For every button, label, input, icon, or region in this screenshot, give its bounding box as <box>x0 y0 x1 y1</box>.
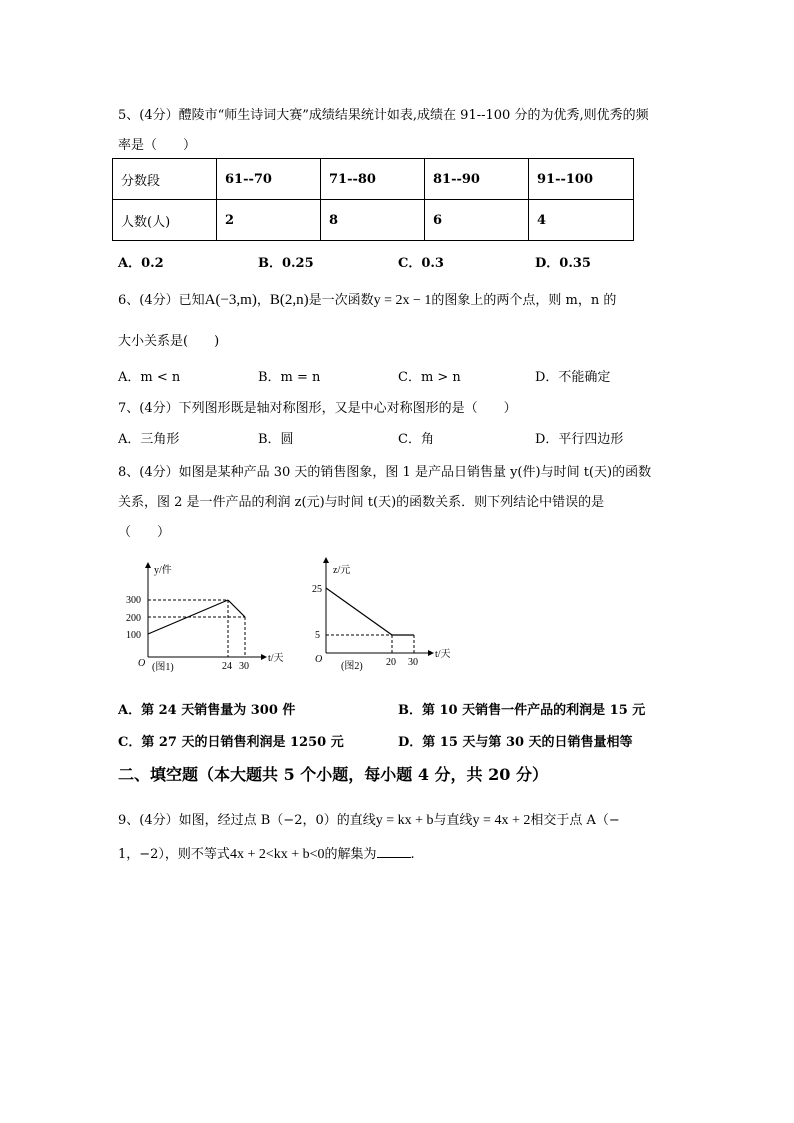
table-row <box>113 200 634 241</box>
fig1-ytick-300: 300 <box>126 595 141 606</box>
q9-part2: 与直线 <box>433 813 473 828</box>
section-heading: 二、填空题（本大题共 5 个小题，每小题 4 分，共 20 分） <box>118 765 548 784</box>
q9-equation-1: y = kx + b <box>375 813 434 828</box>
q6-stem-line2: 大小关系是( ) <box>118 334 220 349</box>
q8-stem-line1: 8、(4分）如图是某种产品 30 天的销售图象，图 1 是产品日销售量 y(件)与时间 t(天)的函数 <box>118 465 652 480</box>
q8-stem-line2: 关系，图 2 是一件产品的利润 z(元)与时间 t(天)的函数关系．则下列结论中错误的是 <box>118 495 605 510</box>
fig1-ylabel: y/件 <box>154 565 172 576</box>
q5-stem-line2: 率是（ ） <box>118 138 197 153</box>
q6-sep: ， <box>256 293 270 308</box>
q7-stem: 7、(4分）下列图形既是轴对称图形，又是中心对称图形的是（ ） <box>118 401 517 416</box>
fig2-ytick-25: 25 <box>312 584 322 595</box>
q5-stem-line1: 5、(4分）醴陵市“师生诗词大赛”成绩结果统计如表,成绩在 91--100 分的为优秀,则优秀的频 <box>118 108 649 123</box>
fig1-origin: O <box>138 658 146 669</box>
q7-option-b[interactable]: B．圆 <box>258 432 294 447</box>
table-cell: 4 <box>529 200 634 241</box>
q9-part1: 9、(4分）如图，经过点 B（−2，0）的直线 <box>118 813 376 828</box>
answer-blank[interactable] <box>377 857 411 858</box>
profit-line-fall <box>326 588 392 635</box>
q6-option-d[interactable]: D．不能确定 <box>535 370 611 385</box>
q6-option-c[interactable]: C．m > n <box>398 370 461 385</box>
fig2-caption: (图2) <box>341 661 363 672</box>
q5-option-b[interactable]: B．0.25 <box>258 256 314 271</box>
q8-option-b[interactable]: B．第 10 天销售一件产品的利润是 15 元 <box>398 703 646 718</box>
q9-line2a: 1，−2），则不等式 <box>118 847 230 862</box>
q9-equation-2: y = 4x + 2 <box>472 813 531 828</box>
fig2-xtick-20: 20 <box>386 657 396 668</box>
q5-option-c[interactable]: C．0.3 <box>398 256 444 271</box>
q5-option-d[interactable]: D．0.35 <box>535 256 591 271</box>
q5-option-a[interactable]: A．0.2 <box>118 256 164 271</box>
fig2-ytick-5: 5 <box>315 630 320 641</box>
point-a: A(−3,m) <box>204 292 257 308</box>
figure-2 <box>303 555 473 675</box>
fig1-caption: (图1) <box>152 662 174 673</box>
q9-part3: 相交于点 A（− <box>530 813 620 828</box>
q9-stem-line1 <box>118 809 620 829</box>
q8-option-c[interactable]: C．第 27 天的日销售利润是 1250 元 <box>118 735 344 750</box>
q6-option-b[interactable]: B．m = n <box>258 370 321 385</box>
fig2-xlabel: t/天 <box>435 649 451 660</box>
table-cell: 2 <box>217 200 321 241</box>
fig1-xtick-30: 30 <box>239 661 249 672</box>
table-cell: 6 <box>425 200 529 241</box>
q8-stem-line3: （ ） <box>118 525 171 540</box>
fig1-xlabel: t/天 <box>268 653 284 664</box>
fig1-ytick-100: 100 <box>126 630 141 641</box>
fig2-xtick-30: 30 <box>408 657 418 668</box>
table-cell: 71--80 <box>321 159 425 200</box>
q6-prefix: 6、(4分）已知 <box>118 293 205 308</box>
q6-stem-line1 <box>118 289 616 309</box>
q8-option-a[interactable]: A．第 24 天销售量为 300 件 <box>118 703 296 718</box>
figure-1 <box>118 560 298 675</box>
fig1-xtick-24: 24 <box>222 661 232 672</box>
table-cell: 分数段 <box>113 159 217 200</box>
q7-option-c[interactable]: C．角 <box>398 432 434 447</box>
q7-option-a[interactable]: A．三角形 <box>118 432 180 447</box>
q9-inequality: 4x + 2<kx + b<0 <box>229 847 325 862</box>
q9-end: . <box>410 847 415 862</box>
q9-line2b: 的解集为 <box>324 847 377 862</box>
q6-mid: 是一次函数 <box>308 293 374 308</box>
table-cell: 61--70 <box>217 159 321 200</box>
table-cell: 人数(人) <box>113 200 217 241</box>
q8-option-d[interactable]: D．第 15 天与第 30 天的日销售量相等 <box>398 735 633 750</box>
table-cell: 81--90 <box>425 159 529 200</box>
q6-function: y = 2x − 1 <box>373 293 432 308</box>
q7-option-d[interactable]: D．平行四边形 <box>535 432 624 447</box>
table-row <box>113 159 634 200</box>
table-cell: 91--100 <box>529 159 634 200</box>
point-b: B(2,n) <box>269 292 309 308</box>
fig1-ytick-200: 200 <box>126 613 141 624</box>
fig2-origin: O <box>315 654 323 665</box>
q6-suffix: 的图象上的两个点，则 m，n 的 <box>431 293 617 308</box>
q9-stem-line2 <box>118 843 415 863</box>
q6-option-a[interactable]: A．m < n <box>118 370 181 385</box>
sales-line-fall <box>228 600 245 617</box>
fig2-ylabel: z/元 <box>333 565 351 576</box>
score-table <box>112 158 634 241</box>
table-cell: 8 <box>321 200 425 241</box>
